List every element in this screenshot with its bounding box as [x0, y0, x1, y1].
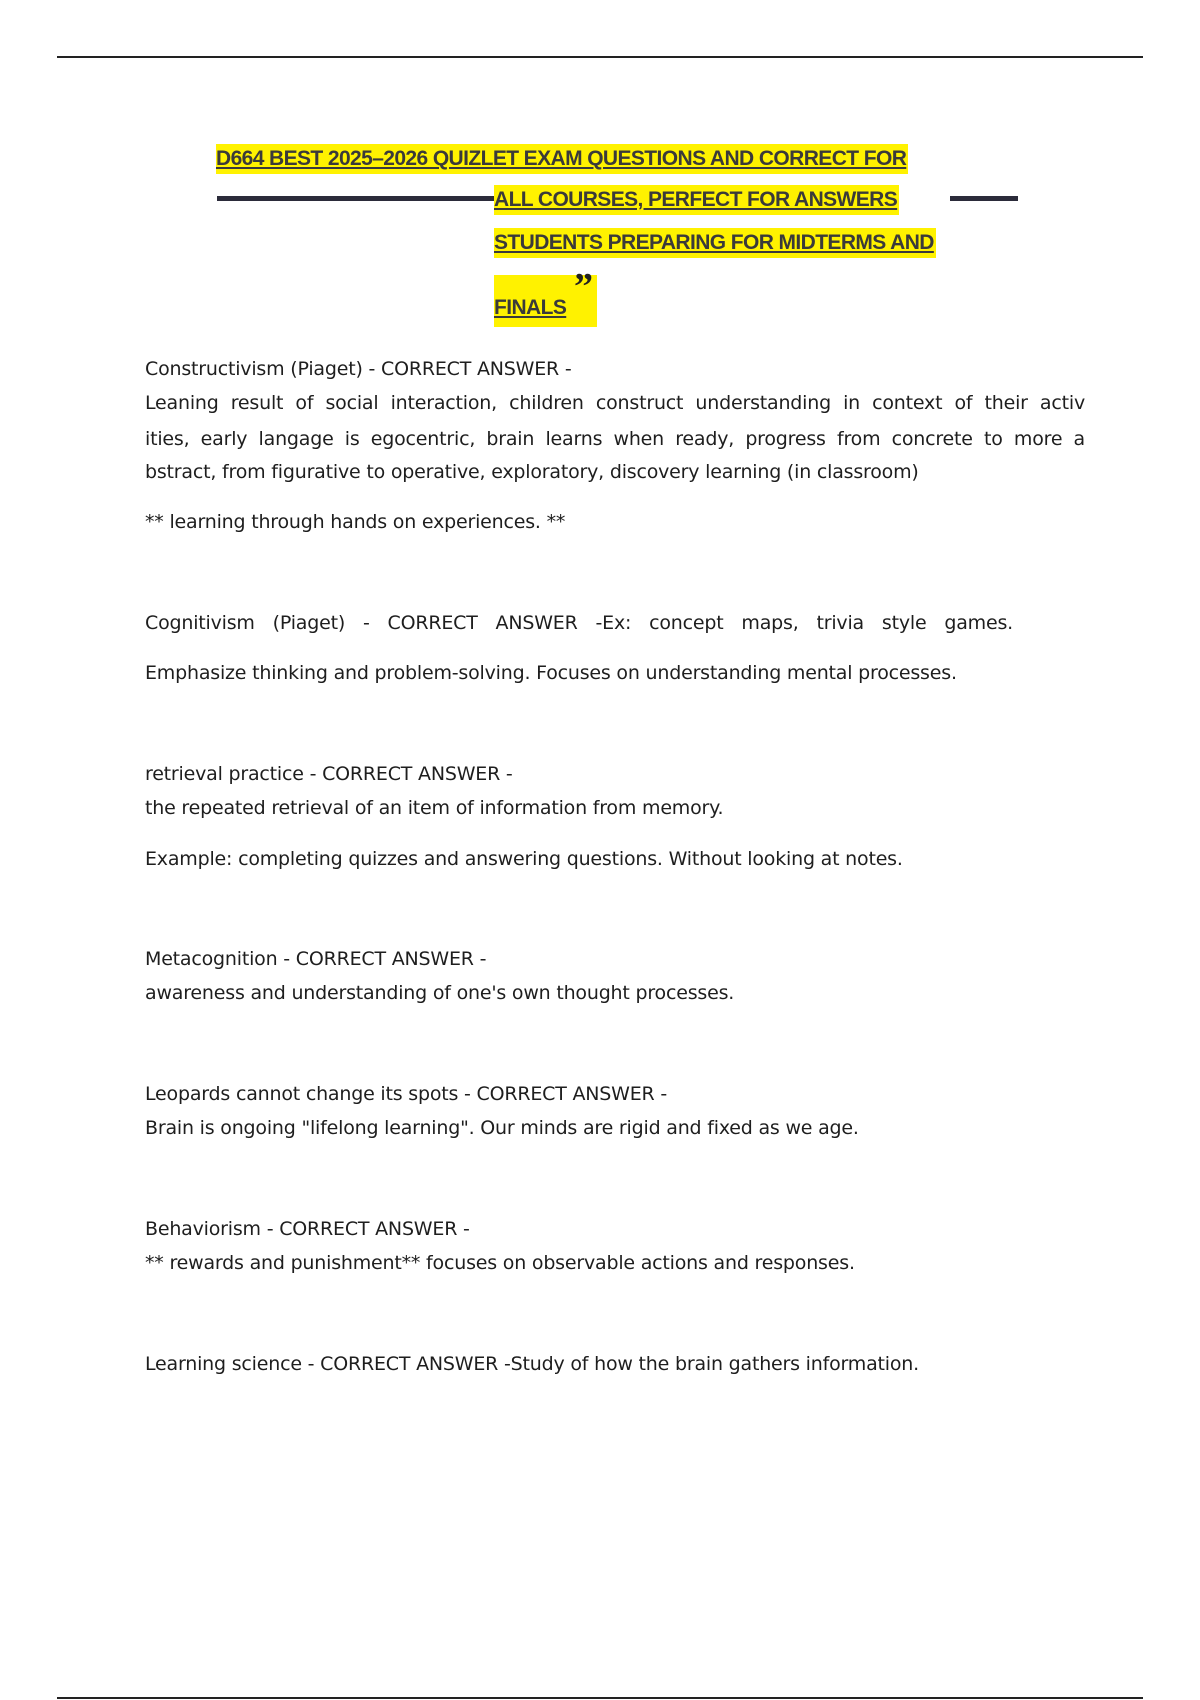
entry-term-behaviorism: Behaviorism - CORRECT ANSWER - [145, 1218, 470, 1240]
title-closing-quote: ” [574, 266, 593, 308]
entry-note-constructivism: ** learning through hands on experiences. ** [145, 511, 566, 533]
document-title-line-3: STUDENTS PREPARING FOR MIDTERMS AND [494, 232, 936, 253]
entry-term-cognitivism: Cognitivism (Piaget) - CORRECT ANSWER -Ex: concept maps, trivia style games. [145, 612, 1013, 634]
entry-line-constructivism-1: Leaning result of social interaction, children construct understanding in context of their activ [145, 392, 1085, 414]
document-title-line-4: FINALS [494, 296, 567, 319]
entry-line-leopards: Brain is ongoing "lifelong learning". Our minds are rigid and fixed as we age. [145, 1117, 859, 1139]
page-bottom-rule [57, 1697, 1143, 1699]
entry-line-cognitivism: Emphasize thinking and problem-solving. Focuses on understanding mental processes. [145, 662, 957, 684]
entry-line-retrieval: the repeated retrieval of an item of information from memory. [145, 797, 724, 819]
title-rule-left [217, 196, 496, 201]
entry-line-constructivism-2: ities, early langage is egocentric, brain learns when ready, progress from concrete to more a [145, 428, 1085, 450]
page-top-rule [57, 56, 1143, 58]
entry-line-constructivism-3: bstract, from figurative to operative, exploratory, discovery learning (in classroom) [145, 461, 919, 483]
entry-example-retrieval: Example: completing quizzes and answering questions. Without looking at notes. [145, 848, 903, 870]
entry-term-constructivism: Constructivism (Piaget) - CORRECT ANSWER - [145, 358, 572, 380]
entry-term-leopards: Leopards cannot change its spots - CORRECT ANSWER - [145, 1083, 668, 1105]
entry-line-metacognition: awareness and understanding of one's own thought processes. [145, 982, 735, 1004]
document-title-line-2: ALL COURSES, PERFECT FOR ANSWERS [494, 189, 899, 210]
document-title-line-1: D664 BEST 2025–2026 QUIZLET EXAM QUESTIONS AND CORRECT FOR [216, 148, 908, 169]
title-rule-right [950, 196, 1018, 201]
entry-term-metacognition: Metacognition - CORRECT ANSWER - [145, 948, 487, 970]
entry-term-retrieval: retrieval practice - CORRECT ANSWER - [145, 763, 513, 785]
entry-term-learning-science: Learning science - CORRECT ANSWER -Study of how the brain gathers information. [145, 1353, 919, 1375]
entry-line-behaviorism: ** rewards and punishment** focuses on observable actions and responses. [145, 1252, 855, 1274]
